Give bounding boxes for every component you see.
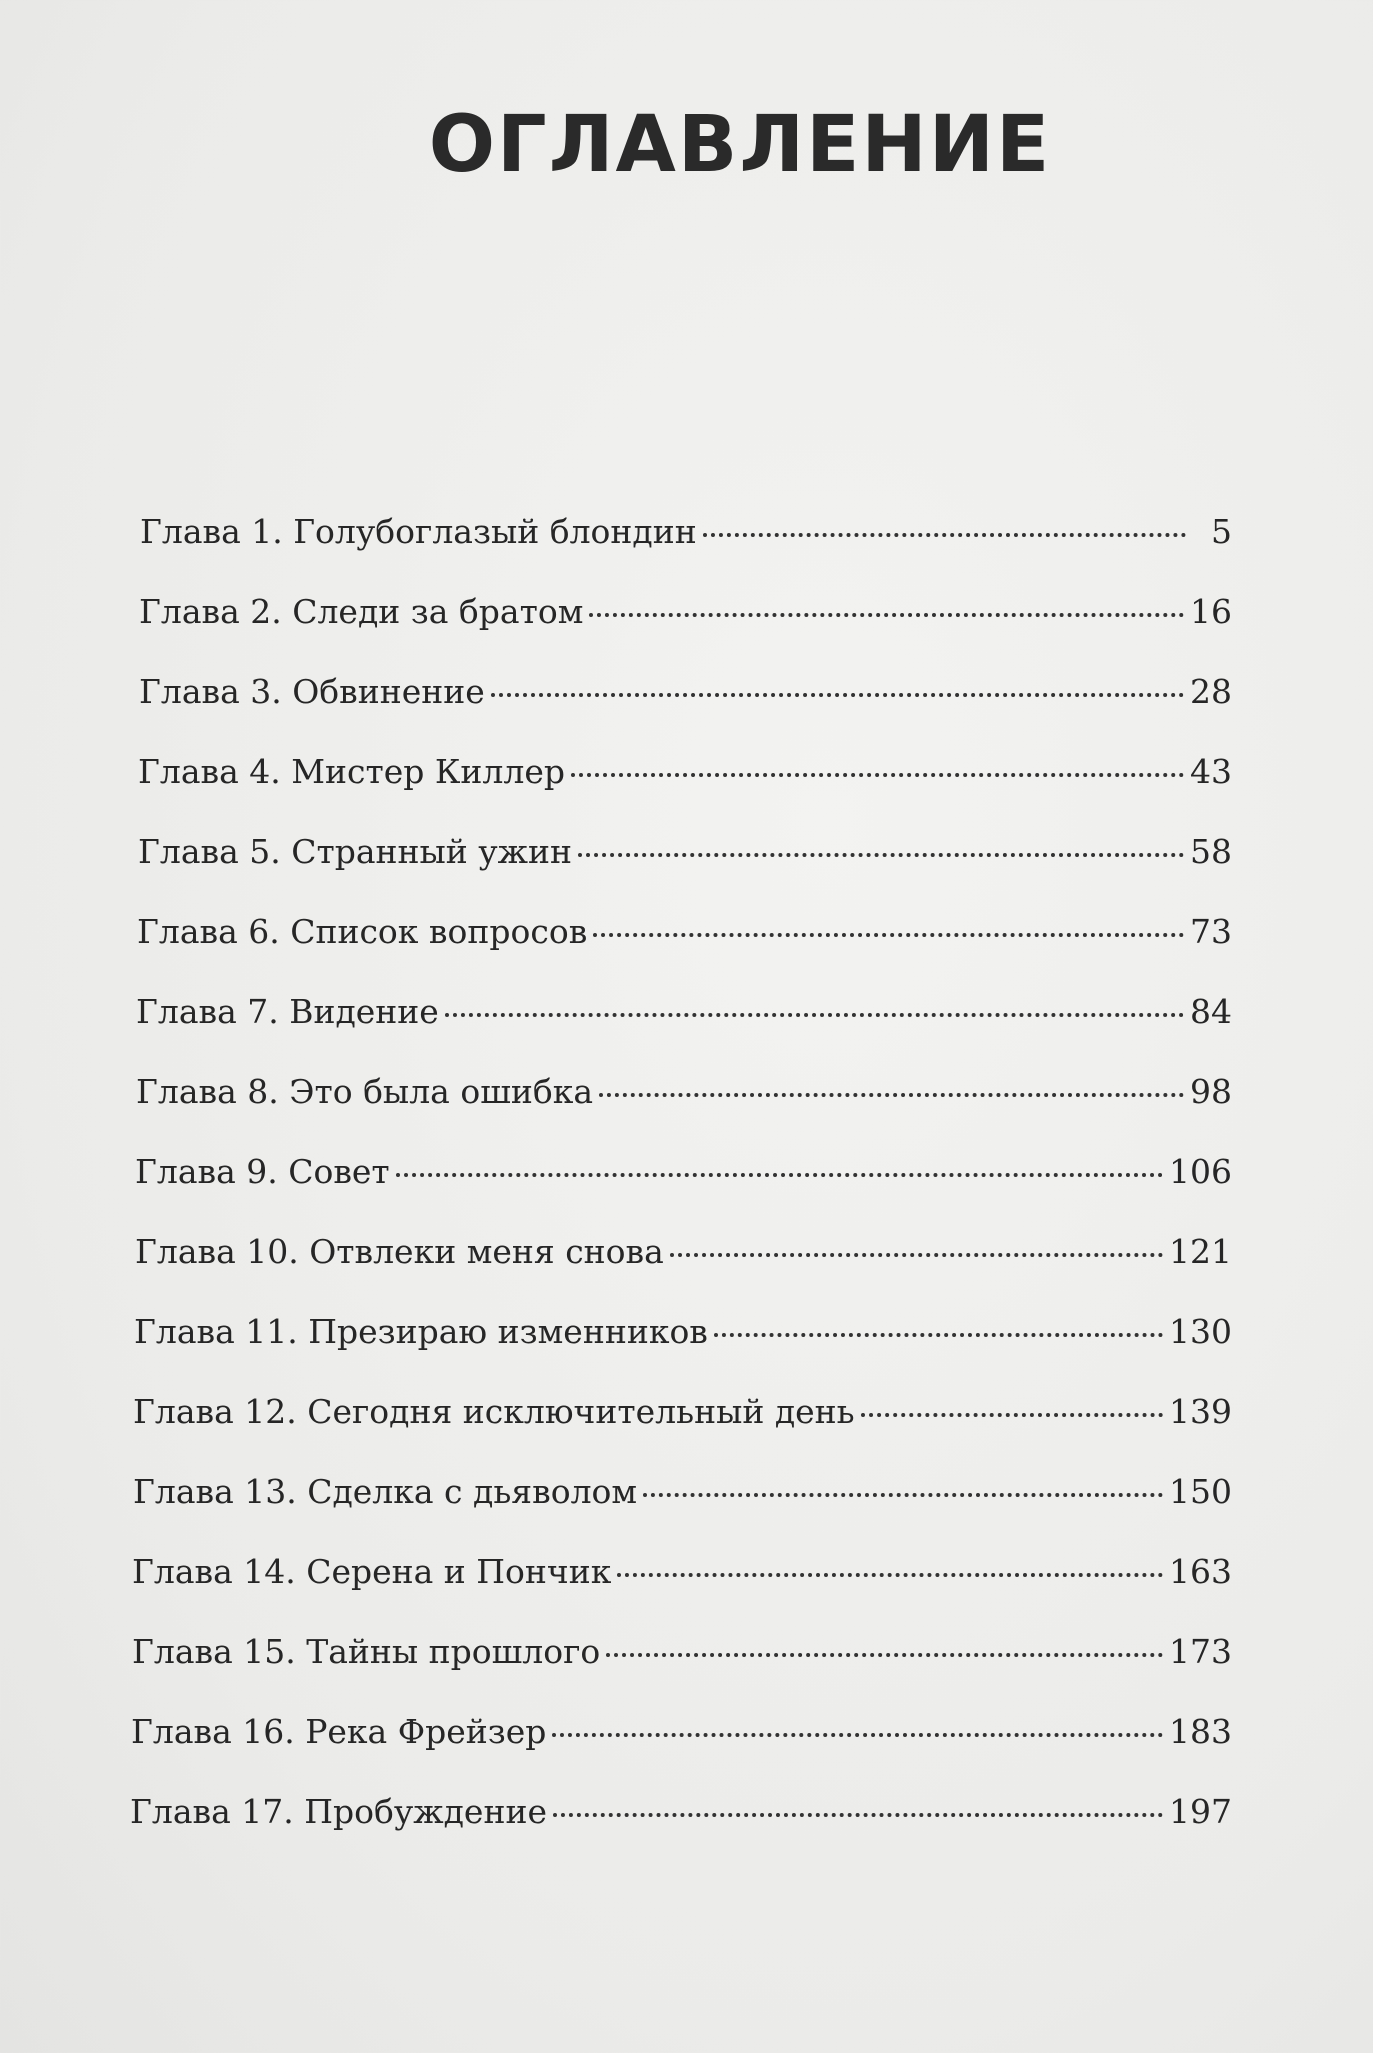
chapter-title: Глава 11. Презираю изменников: [134, 1312, 708, 1351]
toc-entry: [138, 832, 1232, 912]
page-number: 16: [1190, 592, 1232, 631]
dot-leader: [578, 853, 1184, 857]
chapter-title: Глава 16. Река Фрейзер: [131, 1712, 547, 1751]
dot-leader: [552, 1733, 1163, 1737]
dot-leader: [599, 1093, 1184, 1097]
page-number: 43: [1190, 752, 1232, 791]
dot-leader: [861, 1413, 1163, 1417]
toc-entry: [135, 1152, 1232, 1232]
page-number: 5: [1211, 512, 1232, 551]
chapter-title: Глава 9. Совет: [135, 1152, 390, 1191]
toc-entry: [132, 1552, 1232, 1632]
dot-leader: [445, 1013, 1184, 1017]
page-number: 130: [1169, 1312, 1232, 1351]
toc-entry: [139, 592, 1232, 672]
page-number: 163: [1169, 1552, 1232, 1591]
chapter-title: Глава 17. Пробуждение: [130, 1792, 547, 1831]
dot-leader: [670, 1253, 1163, 1257]
dot-leader: [617, 1573, 1163, 1577]
chapter-title: Глава 6. Список вопросов: [137, 912, 588, 951]
page-number: 197: [1169, 1792, 1232, 1831]
chapter-title: Глава 5. Странный ужин: [138, 832, 573, 871]
toc-entry: [139, 672, 1232, 752]
chapter-title: Глава 12. Сегодня исключительный день: [133, 1392, 855, 1431]
chapter-title: Глава 4. Мистер Киллер: [138, 752, 565, 791]
page-number: 106: [1169, 1152, 1232, 1191]
dot-leader: [703, 533, 1186, 537]
page-number: 84: [1190, 992, 1232, 1031]
toc-entry: [136, 1072, 1232, 1152]
chapter-title: Глава 3. Обвинение: [139, 672, 485, 711]
toc-entry: [140, 512, 1232, 592]
dot-leader: [589, 613, 1184, 617]
chapter-title: Глава 13. Сделка с дьяволом: [133, 1472, 638, 1511]
chapter-title: Глава 7. Видение: [136, 992, 439, 1031]
page-number: 121: [1169, 1232, 1232, 1271]
toc-entry: [136, 992, 1232, 1072]
dot-leader: [571, 773, 1184, 777]
toc-entry: [130, 1792, 1232, 1872]
table-of-contents: [130, 512, 1232, 1872]
dot-leader: [714, 1333, 1163, 1337]
toc-entry: [135, 1232, 1232, 1312]
dot-leader: [396, 1173, 1163, 1177]
toc-entry: [132, 1632, 1232, 1712]
page-title: ОГЛАВЛЕНИЕ: [428, 100, 1052, 190]
toc-entry: [133, 1472, 1232, 1552]
page-number: 73: [1190, 912, 1232, 951]
dot-leader: [606, 1653, 1163, 1657]
dot-leader: [491, 693, 1184, 697]
toc-entry: [133, 1392, 1232, 1472]
chapter-title: Глава 15. Тайны прошлого: [132, 1632, 601, 1671]
toc-entry: [134, 1312, 1232, 1392]
chapter-title: Глава 1. Голубоглазый блондин: [140, 512, 697, 551]
page-number: 150: [1169, 1472, 1232, 1511]
dot-leader: [553, 1813, 1163, 1817]
dot-leader: [593, 933, 1184, 937]
page-number: 28: [1190, 672, 1232, 711]
page-number: 98: [1190, 1072, 1232, 1111]
chapter-title: Глава 8. Это была ошибка: [136, 1072, 594, 1111]
chapter-title: Глава 2. Следи за братом: [139, 592, 584, 631]
page-number: 183: [1169, 1712, 1232, 1751]
page-number: 173: [1169, 1632, 1232, 1671]
dot-leader: [643, 1493, 1163, 1497]
chapter-title: Глава 10. Отвлеки меня снова: [135, 1232, 664, 1271]
toc-entry: [137, 912, 1232, 992]
toc-entry: [138, 752, 1232, 832]
chapter-title: Глава 14. Серена и Пончик: [132, 1552, 612, 1591]
page-number: 58: [1190, 832, 1232, 871]
toc-entry: [131, 1712, 1232, 1792]
page-number: 139: [1169, 1392, 1232, 1431]
